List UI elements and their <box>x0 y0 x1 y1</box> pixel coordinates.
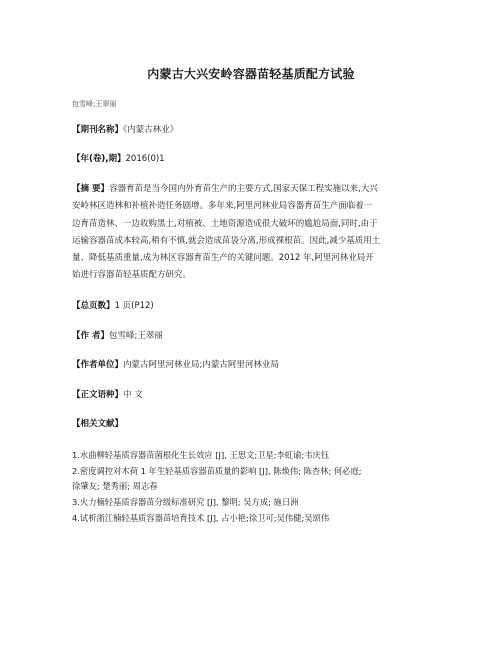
author-field <box>72 330 163 342</box>
abstract-line: 运输容器苗成本较高,稍有不慎,就会造成苗袋分离,形成裸根苗。因此,减少基质用土 <box>72 235 381 246</box>
language-label: 【正文语种】 <box>72 390 124 400</box>
abstract-line: 量、降低基质重量,成为林区容器育苗生产的关键问题。2012 年,阿里河林业局开 <box>72 253 374 264</box>
related-item: 4.试析浙江楠轻基质容器苗培育技术 [J], 占小艳;徐卫可;吴伟健;吴颂伟 <box>72 512 330 523</box>
affiliation-value: 内蒙古阿里河林业局;内蒙古阿里河林业局 <box>123 360 279 370</box>
journal-label: 【期刊名称】 <box>72 125 124 135</box>
journal-value: 《内蒙古林业》 <box>123 125 179 135</box>
language-field <box>72 389 143 401</box>
related-list <box>72 448 452 527</box>
author-label: 【作 者】 <box>72 331 109 341</box>
pages-label: 【总页数】 <box>72 301 115 311</box>
issue-label: 【年(卷),期】 <box>72 154 126 164</box>
issue-field <box>72 153 165 165</box>
affiliation-field <box>72 359 279 371</box>
abstract-block <box>72 181 434 285</box>
issue-value: 2016(0)1 <box>125 154 165 164</box>
related-label: 【相关文献】 <box>72 419 124 429</box>
journal-field <box>72 124 178 136</box>
abstract-label: 【摘 要】 <box>72 184 109 194</box>
abstract-line: 【摘 要】容器育苗是当今国内外育苗生产的主要方式,国家天保工程实施以来,大兴 <box>72 184 378 194</box>
language-value: 中 文 <box>123 390 143 400</box>
pages-value: 1 页(P12) <box>114 301 154 311</box>
related-heading <box>72 418 123 430</box>
author-value: 包雪峰;王翠丽 <box>108 331 163 341</box>
document-title: 内蒙古大兴安岭容器苗轻基质配方试验 <box>147 67 355 81</box>
related-item: 2.密度调控对木荷 1 年生轻基质容器苗质量的影响 [J], 陈焕伟; 陈杏林; 何必庭; <box>72 465 362 476</box>
affiliation-label: 【作者单位】 <box>72 360 124 370</box>
related-item: 3.火力楠轻基质容器苗分级标准研究 [J], 黎明; 吴方成; 施日洲 <box>72 497 299 508</box>
pages-field <box>72 300 154 312</box>
author-line: 包雪峰;王翠丽 <box>72 100 117 108</box>
related-item: 徐肇友; 楚秀丽; 周志春 <box>72 481 158 492</box>
related-item: 1.水曲柳轻基质容器苗菌根化生长效应 [J], 王思文;卫星;李虹谕;韦庆钰 <box>72 450 330 460</box>
abstract-line: 安岭林区造林和补植补造任务剧增。多年来,阿里河林业局容器育苗生产面临着一 <box>72 201 373 212</box>
abstract-line: 边育苗造林、一边收购黑土,对植被、土地资源造成很大破坏的尴尬局面,同时,由于 <box>72 218 378 229</box>
abstract-line: 始进行容器苗轻基质配方研究。 <box>72 270 192 281</box>
